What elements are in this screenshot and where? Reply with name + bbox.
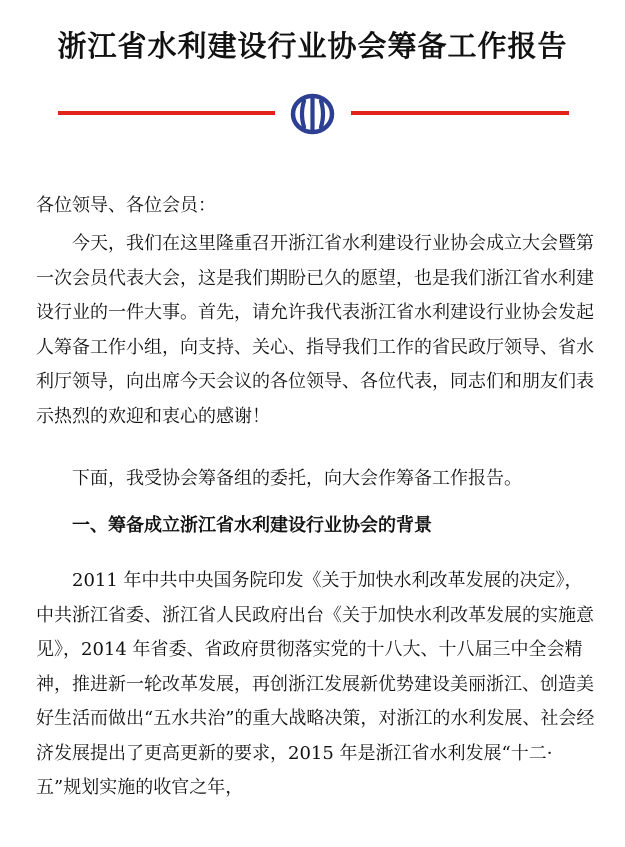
header-rule-left (58, 111, 275, 115)
header-rule-right (351, 111, 569, 115)
section-heading-background: 一、筹备成立浙江省水利建设行业协会的背景 (72, 515, 432, 536)
paragraph-report-intro: 下面，我受协会筹备组的委托，向大会作筹备工作报告。 (72, 468, 522, 489)
association-emblem-icon (290, 93, 335, 135)
paragraph-opening: 今天，我们在这里隆重召开浙江省水利建设行业协会成立大会暨第一次会员代表大会，这是我们期盼已久的愿望，也是我们浙江省水利建设行业的一件大事。首先，请允许我代表浙江省水利建设行业协会发起人筹备工作小组，向支持、关心、指导我们工作的省民政厅领导、省水利厅领导，向出席今天会议的各位领导、各位代表，同志们和朋友们表示热烈的欢迎和衷心的感谢！ (36, 233, 594, 427)
greeting: 各位领导、各位会员： (36, 195, 216, 216)
document-title: 浙江省水利建设行业协会筹备工作报告 (57, 29, 568, 63)
paragraph-background: 2011 年中共中央国务院印发《关于加快水利改革发展的决定》，中共浙江省委、浙江省人民政府出台《关于加快水利改革发展的实施意见》，2014 年省委、省政府贯彻落实党的十八大、十八届三中全会精神，推进新一轮改革发展，再创浙江发展新优势建设美丽浙江、创造美好生活而做出“五水共治”的重大战略决策，对浙江的水利发展、社会经济发展提出了更高更新的要求，2015 年是浙江省水利发展“十二·五”规划实施的收官之年， (36, 570, 595, 798)
